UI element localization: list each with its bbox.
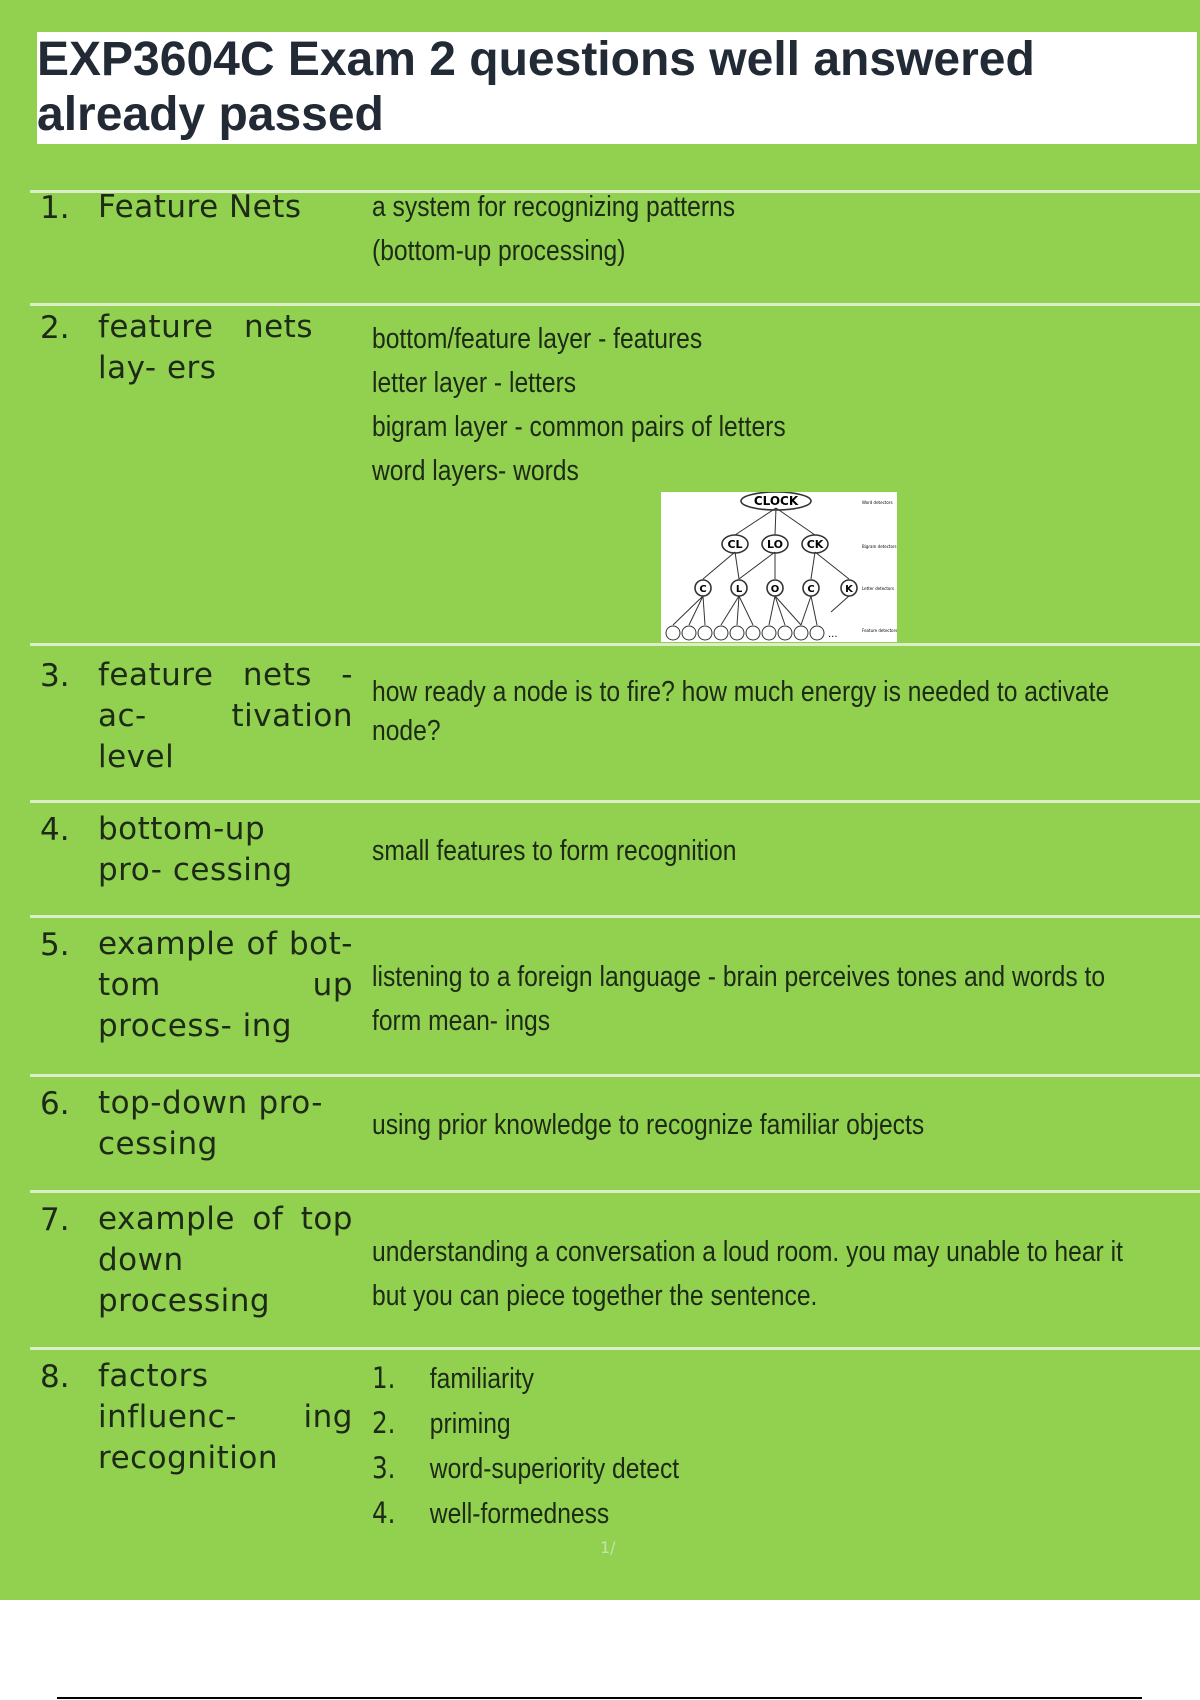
list-item <box>30 915 1200 1076</box>
definition-line: word layers- words <box>372 455 579 487</box>
list-entry <box>372 1401 1188 1446</box>
side-label: Feature detectors <box>862 628 897 633</box>
item-term: feature nets - ac- tivation level <box>98 657 353 775</box>
definition-line: letter layer - letters <box>372 367 577 399</box>
item-number: 4. <box>40 812 70 848</box>
list-item <box>30 190 1200 303</box>
definition-line: bottom/feature layer - features <box>372 323 703 355</box>
list-entry-text: familiarity <box>429 1363 534 1395</box>
list-entry <box>372 1446 1188 1491</box>
item-number: 7. <box>40 1202 70 1238</box>
item-term: Feature Nets <box>98 189 302 225</box>
list-item <box>30 1347 1200 1560</box>
list-entry-number: 4. <box>372 1496 396 1530</box>
list-entry-number: 1. <box>372 1361 396 1395</box>
list-entry-text: word-superiority detect <box>429 1453 680 1485</box>
feature-net-diagram <box>661 492 897 642</box>
item-definition <box>372 185 1188 273</box>
letter-node: C <box>699 584 707 595</box>
letter-node: K <box>845 584 853 595</box>
definition-line: using prior knowledge to recognize familiar objects <box>372 1109 925 1141</box>
bigram-node: CL <box>727 538 743 551</box>
item-term: top-down pro- cessing <box>98 1085 323 1162</box>
item-term: factors influenc- ing recognition <box>98 1358 353 1476</box>
item-number: 5. <box>40 927 70 963</box>
list-item <box>30 303 1200 646</box>
item-definition <box>372 955 1129 1043</box>
list-item <box>30 800 1200 915</box>
bigram-node: LO <box>767 538 783 551</box>
item-term: bottom-up pro- cessing <box>98 811 293 888</box>
list-entry <box>372 1491 1188 1536</box>
item-list <box>372 1356 1188 1536</box>
list-entry <box>372 1356 1188 1401</box>
letter-node: O <box>770 584 780 595</box>
definition-line: bigram layer - common pairs of letters <box>372 411 786 443</box>
item-term: example of bot- tom up process- ing <box>98 926 353 1044</box>
list-entry-number: 2. <box>372 1406 396 1440</box>
page-title: EXP3604C Exam 2 questions well answered already passed <box>37 33 1035 141</box>
list-item <box>30 1190 1200 1349</box>
item-definition <box>372 1103 1188 1147</box>
item-definition <box>372 317 1188 493</box>
definition-line: small features to form recognition <box>372 835 737 867</box>
item-number: 2. <box>40 310 70 346</box>
list-item <box>30 1074 1200 1192</box>
letter-node: C <box>807 584 815 595</box>
item-term: example of top down processing <box>98 1201 353 1319</box>
bigram-node: CK <box>806 538 824 551</box>
word-node: CLOCK <box>753 494 799 508</box>
side-label: Letter detectors <box>862 586 895 591</box>
side-label: Word detectors <box>862 500 893 505</box>
ellipsis: ... <box>828 629 838 640</box>
item-number: 8. <box>40 1359 70 1395</box>
list-item <box>30 643 1200 801</box>
definition-line: (bottom-up processing) <box>372 235 626 267</box>
definition-line: understanding a conversation a loud room. you may unable to hear it but you can piece together the sentence. <box>372 1236 1123 1312</box>
side-label: Bigram detectors <box>862 544 897 549</box>
item-number: 3. <box>40 658 70 694</box>
item-definition <box>372 829 1188 873</box>
definition-line: how ready a node is to fire? how much energy is needed to activate node? <box>372 676 1110 747</box>
definition-line: a system for recognizing patterns <box>372 191 736 223</box>
item-number: 6. <box>40 1086 70 1122</box>
list-entry-text: well-formedness <box>429 1498 610 1530</box>
letter-node: L <box>735 584 743 595</box>
item-definition <box>372 1230 1146 1318</box>
item-definition <box>372 673 1124 751</box>
item-number: 1. <box>40 190 70 226</box>
list-entry-number: 3. <box>372 1451 396 1485</box>
page-mark: 1/ <box>600 1538 616 1557</box>
list-entry-text: priming <box>429 1408 511 1440</box>
definition-line: listening to a foreign language - brain perceives tones and words to form mean- ings <box>372 961 1106 1037</box>
footer-rule <box>57 1697 1142 1699</box>
item-term: feature nets lay- ers <box>98 309 313 386</box>
